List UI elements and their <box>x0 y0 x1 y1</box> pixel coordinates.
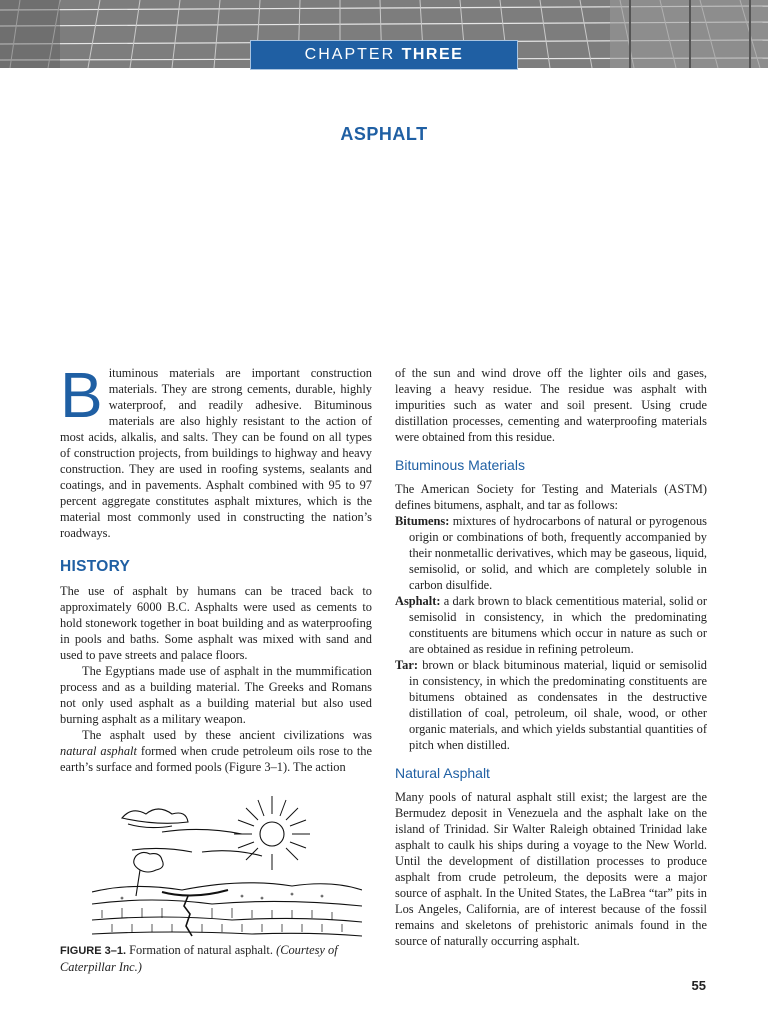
definition-asphalt-text: a dark brown to black cementitious material, solid or semisolid in consistency, in which the predominating constituents are bitumens which occur in nature as such or are obtained as residue in refining petroleum. <box>409 594 707 656</box>
bituminous-intro: The American Society for Testing and Materials (ASTM) defines bitumens, asphalt, and tar as follows: <box>395 482 707 512</box>
chapter-label <box>250 40 518 70</box>
intro-paragraph <box>60 359 372 541</box>
right-column <box>395 365 707 949</box>
page-number: 55 <box>691 978 706 993</box>
page-title: ASPHALT <box>340 124 428 144</box>
natural-asphalt-paragraph: Many pools of natural asphalt still exist; the largest are the Bermudez deposit in Venezuela and the asphalt lake on the island of Trinidad. Sir Walter Raleigh obtained Trinidad lake asphalt to caulk his ships during a voyage to the New World. Until the development of distillation processes to produce asphalt from crude petroleum, the deposits were a major source of asphalt. In the United States, the LaBrea “tar” pits in Los Angeles, California, are of interest because of the fossil remains and skeletons of prehistoric animals found in the source of naturally occurring asphalt. <box>395 790 707 948</box>
history-p3-end: formed when crude petroleum oils rose to the earth’s surface and formed pools (Figure 3–1). The action <box>60 744 372 774</box>
natural-asphalt-heading: Natural Asphalt <box>395 765 490 781</box>
history-paragraph-3 <box>60 727 372 775</box>
definition-tar <box>395 657 707 753</box>
term-bitumens: Bitumens: <box>395 514 450 528</box>
natural-asphalt-term: natural asphalt <box>60 744 137 758</box>
figure-caption <box>60 942 360 975</box>
figure-natural-asphalt-illustration <box>92 792 362 940</box>
figure-label: FIGURE 3–1. <box>60 945 127 957</box>
history-heading: HISTORY <box>60 558 131 575</box>
figure-caption-text: Formation of natural asphalt. <box>126 943 277 957</box>
definition-tar-text: brown or black bituminous material, liquid or semisolid in consistency, in which the predominating constituents are bitumens obtained as condensates in the destructive distillation of coal, petroleum, oil shale, wood, or other organic materials, and which yields substantial quantities of pitch when distilled. <box>409 658 707 752</box>
history-continuation: of the sun and wind drove off the lighter oils and gases, leaving a heavy residue. The residue was asphalt with impurities such as water and soil present. Using crude distillation processes, cementing and waterproofing materials were obtained from this residue. <box>395 366 707 444</box>
definition-bitumens-text: mixtures of hydrocarbons of natural or pyrogenous origin or combinations of both, frequently accompanied by their nonmetallic derivatives, which may be gaseous, liquid, semisolid, or solid, and which are completely soluble in carbon disulfide. <box>409 514 707 592</box>
definition-asphalt <box>395 593 707 657</box>
term-tar: Tar: <box>395 658 418 672</box>
chapter-word: CHAPTER <box>304 46 396 63</box>
chapter-number: THREE <box>401 46 464 63</box>
intro-text: ituminous materials are important construction materials. They are strong cements, durable, highly waterproof, and readily adhesive. Bituminous materials are also highly resistant to the action of most acids, alkalis, and salts. They can be found on all types of construction projects, from buildings to highway and heavy construction. They are used in roofing systems, sealants and coatings, and in pavements. Asphalt combined with 95 to 97 percent aggregate constitutes asphalt mixtures, which is the material most commonly used in constructing the nation’s roadways. <box>60 366 372 540</box>
history-paragraph-1: The use of asphalt by humans can be traced back to approximately 6000 B.C. Asphalts were used as cements to hold stonework together in boat building and as waterproofing in pools and baths. Some asphalt was mixed with sand and used to pave streets and palace floors. <box>60 584 372 662</box>
bituminous-materials-heading: Bituminous Materials <box>395 457 525 473</box>
figure-credit: (Courtesy of Caterpillar Inc.) <box>60 943 338 974</box>
history-paragraph-2: The Egyptians made use of asphalt in the mummification process and as a building material. The Greeks and Romans not only used asphalt as a building material but also used burning asphalt as a military weapon. <box>60 664 372 726</box>
left-column <box>60 359 372 775</box>
term-asphalt: Asphalt: <box>395 594 441 608</box>
definition-bitumens <box>395 513 707 593</box>
drop-cap: B <box>60 359 103 431</box>
history-p3-start: The asphalt used by these ancient civilizations was <box>82 728 372 742</box>
